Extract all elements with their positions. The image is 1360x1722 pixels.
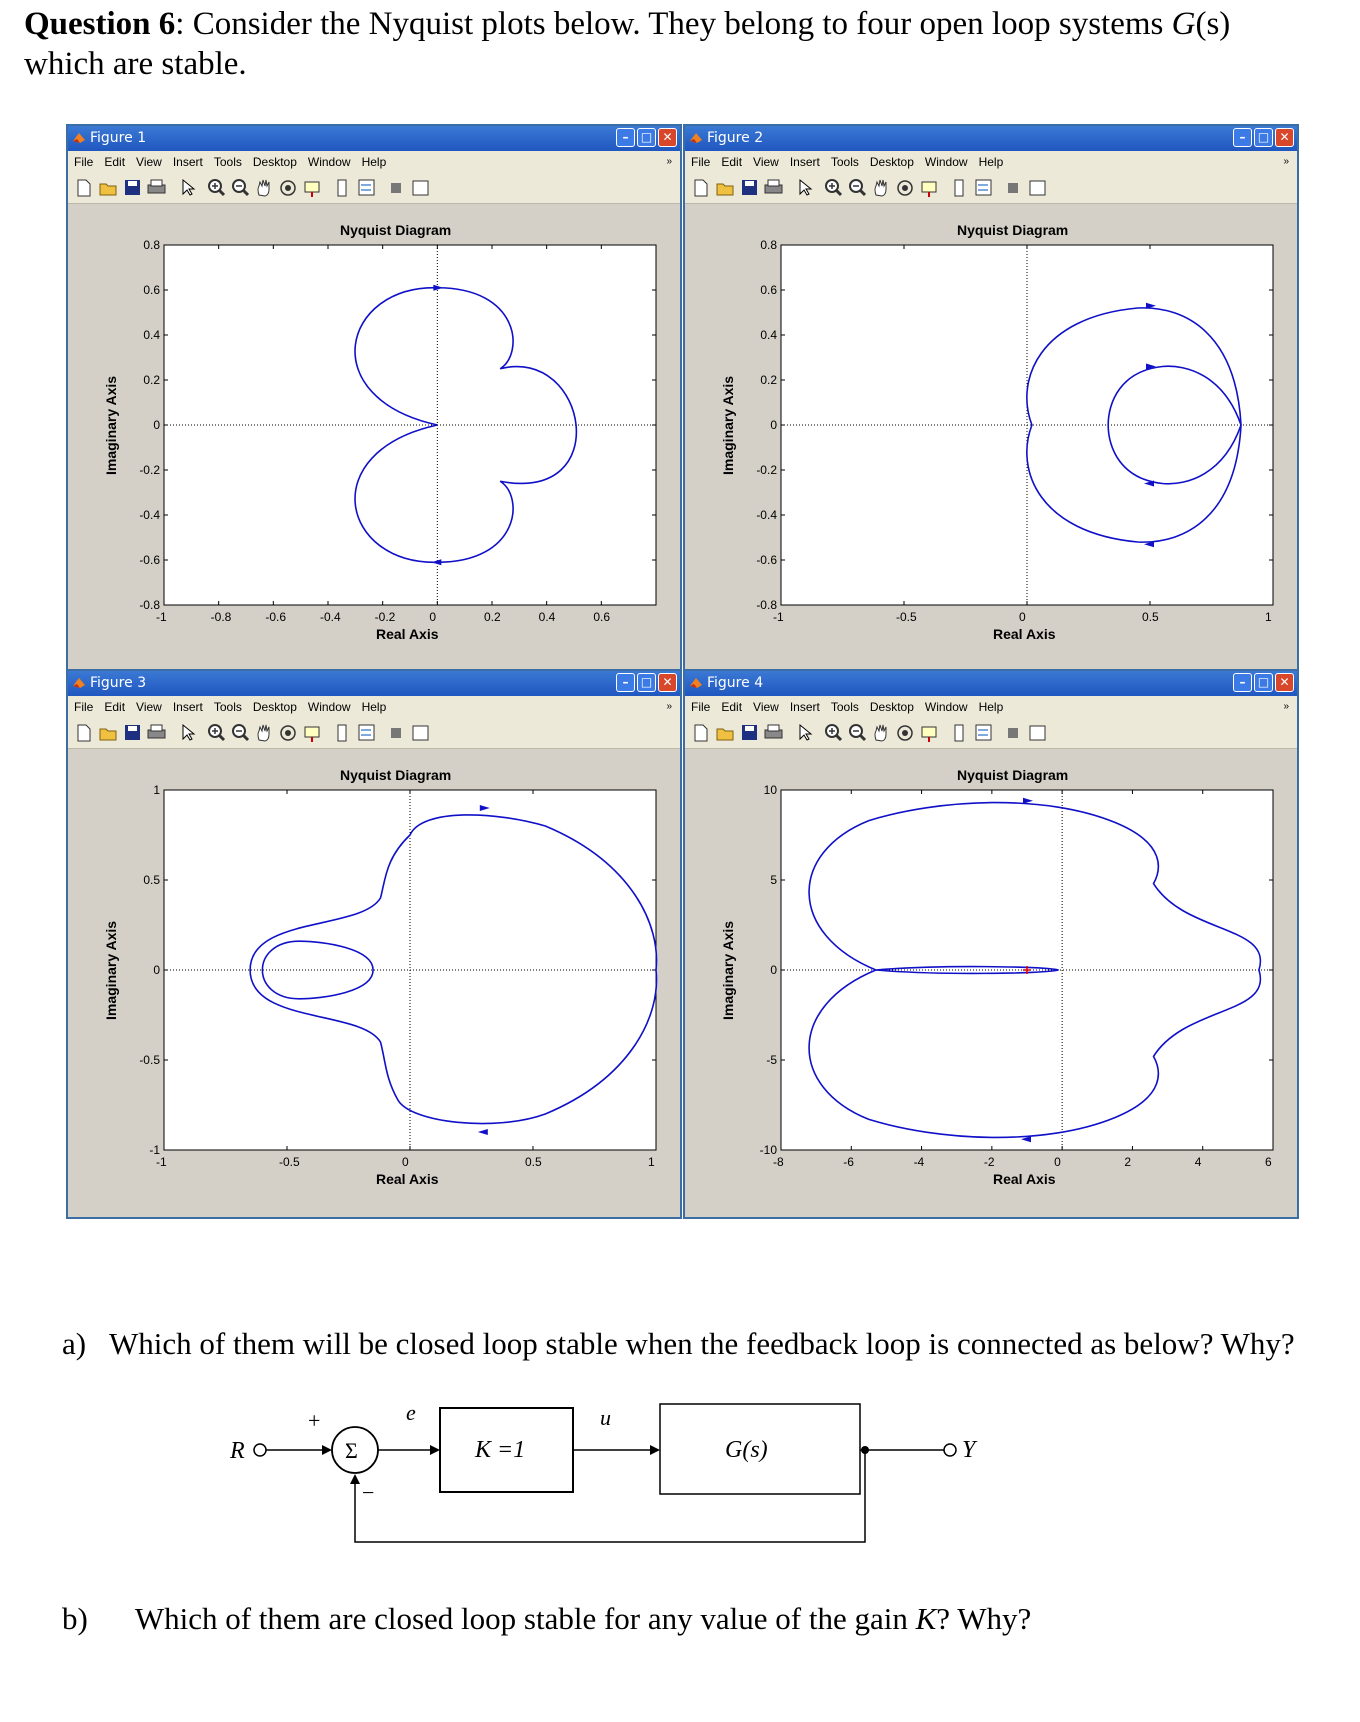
- menu-item-tools[interactable]: Tools: [213, 700, 242, 714]
- menu-item-view[interactable]: View: [753, 700, 779, 714]
- y-axis-label: Imaginary Axis: [103, 920, 119, 1020]
- sigma-symbol: Σ: [345, 1438, 358, 1463]
- maximize-button[interactable]: □: [637, 673, 656, 692]
- part-a-text: Which of them will be closed loop stable when the feedback loop is connected as below? Why?: [109, 1326, 1295, 1361]
- x-axis-label: Real Axis: [376, 626, 439, 642]
- print-icon[interactable]: [765, 725, 782, 738]
- x-tick-label: 0: [1054, 1155, 1061, 1169]
- y-tick-label: -0.4: [756, 508, 777, 522]
- y-tick-label: 0.6: [760, 283, 777, 297]
- y-tick-label: 0.4: [143, 328, 160, 342]
- open-folder-icon[interactable]: [717, 184, 733, 195]
- menu-item-edit[interactable]: Edit: [721, 700, 743, 714]
- y-tick-label: 10: [763, 783, 777, 797]
- input-r-label: R: [230, 1438, 245, 1464]
- x-tick-label: 0: [429, 610, 437, 624]
- y-tick-label: -0.6: [756, 553, 777, 567]
- menu-item-insert[interactable]: Insert: [172, 700, 203, 714]
- rotate-icon[interactable]: [898, 181, 912, 195]
- x-tick-label: 0.5: [1142, 610, 1159, 624]
- x-axis-label: Real Axis: [993, 626, 1056, 642]
- save-icon[interactable]: [742, 180, 757, 195]
- figure-toolbar: [68, 173, 680, 204]
- window-title: Figure 4: [707, 675, 764, 691]
- menu-item-insert[interactable]: Insert: [789, 155, 820, 169]
- open-folder-icon[interactable]: [717, 729, 733, 740]
- y-tick-label: -0.5: [139, 1053, 160, 1067]
- window-titlebar[interactable]: [68, 126, 680, 151]
- y-tick-label: 5: [770, 873, 777, 887]
- colorbar-icon[interactable]: [338, 180, 346, 196]
- menu-item-insert[interactable]: Insert: [172, 155, 203, 169]
- x-tick-label: -2: [983, 1155, 995, 1169]
- y-tick-label: -5: [766, 1053, 777, 1067]
- zoom-out-icon[interactable]: [233, 725, 248, 740]
- menu-item-edit[interactable]: Edit: [104, 155, 126, 169]
- figure-window-3[interactable]: [66, 669, 682, 1219]
- save-icon[interactable]: [125, 180, 140, 195]
- menu-item-window[interactable]: Window: [924, 155, 968, 169]
- close-button[interactable]: ✕: [658, 128, 677, 147]
- legend-icon[interactable]: [976, 725, 991, 740]
- show-plot-tools-icon[interactable]: [413, 726, 428, 740]
- y-axis-label: Imaginary Axis: [720, 920, 736, 1020]
- zoom-in-icon[interactable]: [826, 725, 841, 740]
- menu-overflow-icon[interactable]: »: [666, 701, 672, 712]
- matlab-icon: [689, 131, 703, 145]
- legend-icon[interactable]: [359, 725, 374, 740]
- rotate-icon[interactable]: [898, 726, 912, 740]
- x-tick-label: 0: [1019, 610, 1026, 624]
- legend-icon[interactable]: [359, 180, 374, 195]
- y-tick-label: 0.2: [760, 373, 777, 387]
- x-tick-label: 6: [1265, 1155, 1272, 1169]
- maximize-button[interactable]: □: [1254, 128, 1273, 147]
- print-icon[interactable]: [148, 180, 165, 193]
- data-cursor-icon[interactable]: [922, 727, 936, 742]
- y-tick-label: 0: [770, 963, 777, 977]
- figure-toolbar: [685, 173, 1297, 204]
- menu-item-edit[interactable]: Edit: [104, 700, 126, 714]
- y-axis-label: Imaginary Axis: [720, 375, 736, 475]
- plot-title: Nyquist Diagram: [340, 767, 452, 783]
- x-tick-label: -0.8: [210, 610, 232, 624]
- x-tick-label: -0.5: [279, 1155, 300, 1169]
- gain-label: K =1: [475, 1437, 526, 1463]
- menu-item-help[interactable]: Help: [978, 700, 1004, 714]
- nyquist-plot[interactable]: [685, 204, 1297, 672]
- x-tick-label: 0.5: [525, 1155, 542, 1169]
- window-titlebar[interactable]: [685, 671, 1297, 696]
- x-tick-label: -6: [843, 1155, 854, 1169]
- zoom-in-icon[interactable]: [826, 180, 841, 195]
- menu-item-view[interactable]: View: [136, 155, 162, 169]
- x-axis-label: Real Axis: [376, 1171, 439, 1187]
- x-tick-label: -0.5: [896, 610, 917, 624]
- window-title: Figure 3: [90, 675, 147, 691]
- data-cursor-icon[interactable]: [922, 182, 936, 197]
- plot-title: Nyquist Diagram: [957, 767, 1069, 783]
- show-plot-tools-icon[interactable]: [1030, 726, 1045, 740]
- close-button[interactable]: ✕: [1275, 673, 1294, 692]
- figure-toolbar: [68, 718, 680, 749]
- part-b-k: K: [915, 1601, 937, 1636]
- menu-item-file[interactable]: File: [691, 700, 711, 714]
- zoom-out-icon[interactable]: [850, 180, 865, 195]
- menu-item-tools[interactable]: Tools: [830, 155, 859, 169]
- question-text: : Consider the Nyquist plots below. They belong to four open loop systems: [175, 6, 1172, 42]
- x-tick-label: 1: [1265, 610, 1272, 624]
- menu-item-tools[interactable]: Tools: [213, 155, 242, 169]
- minimize-button[interactable]: –: [616, 128, 635, 147]
- menu-item-file[interactable]: File: [74, 155, 94, 169]
- new-file-icon[interactable]: [695, 725, 707, 741]
- y-tick-label: 1: [153, 783, 160, 797]
- plant-label: G(s): [725, 1437, 768, 1463]
- pointer-icon[interactable]: [183, 725, 194, 740]
- y-tick-label: -0.2: [139, 463, 160, 477]
- menu-item-desktop[interactable]: Desktop: [869, 700, 914, 714]
- hide-plot-tools-icon[interactable]: [1008, 728, 1018, 738]
- error-label: e: [406, 1400, 416, 1425]
- menu-item-desktop[interactable]: Desktop: [869, 155, 914, 169]
- maximize-button[interactable]: □: [637, 128, 656, 147]
- pan-hand-icon[interactable]: [258, 725, 269, 741]
- x-tick-label: -0.2: [374, 610, 396, 624]
- menu-bar: [685, 151, 1297, 173]
- menu-item-help[interactable]: Help: [361, 700, 387, 714]
- new-file-icon[interactable]: [695, 180, 707, 196]
- save-icon[interactable]: [125, 725, 140, 740]
- part-b: [62, 1600, 1031, 1638]
- menu-item-view[interactable]: View: [753, 155, 779, 169]
- part-b-label: b): [62, 1601, 88, 1636]
- menu-item-desktop[interactable]: Desktop: [252, 700, 297, 714]
- show-plot-tools-icon[interactable]: [413, 181, 428, 195]
- data-cursor-icon[interactable]: [305, 182, 319, 197]
- window-title: Figure 1: [90, 130, 147, 146]
- zoom-in-icon[interactable]: [209, 180, 224, 195]
- plot-title: Nyquist Diagram: [340, 222, 452, 238]
- y-tick-label: -0.2: [756, 463, 777, 477]
- pointer-icon[interactable]: [183, 180, 194, 195]
- minimize-button[interactable]: –: [1233, 673, 1252, 692]
- menu-bar: [685, 696, 1297, 718]
- print-icon[interactable]: [765, 180, 782, 193]
- pointer-icon[interactable]: [800, 725, 811, 740]
- y-tick-label: -10: [759, 1143, 777, 1157]
- g-arg: (s): [1195, 6, 1231, 42]
- menu-item-insert[interactable]: Insert: [789, 700, 820, 714]
- colorbar-icon[interactable]: [955, 725, 963, 741]
- input-terminal: [254, 1444, 266, 1456]
- new-file-icon[interactable]: [78, 180, 90, 196]
- part-b-text: Which of them are closed loop stable for any value of the gain: [134, 1601, 916, 1636]
- y-tick-label: -0.8: [756, 598, 777, 612]
- x-tick-label: 0.6: [593, 610, 611, 624]
- menu-item-window[interactable]: Window: [924, 700, 968, 714]
- colorbar-icon[interactable]: [955, 180, 963, 196]
- minimize-button[interactable]: –: [1233, 128, 1252, 147]
- menu-item-window[interactable]: Window: [307, 155, 351, 169]
- y-tick-label: -0.4: [139, 508, 160, 522]
- x-axis-label: Real Axis: [993, 1171, 1056, 1187]
- x-tick-label: -1: [156, 1155, 167, 1169]
- data-cursor-icon[interactable]: [305, 727, 319, 742]
- figure-toolbar: [685, 718, 1297, 749]
- pan-hand-icon[interactable]: [875, 180, 886, 196]
- colorbar-icon[interactable]: [338, 725, 346, 741]
- menu-bar: [68, 696, 680, 718]
- x-tick-label: -8: [773, 1155, 784, 1169]
- hide-plot-tools-icon[interactable]: [391, 183, 401, 193]
- matlab-icon: [689, 676, 703, 690]
- menu-overflow-icon[interactable]: »: [666, 156, 672, 167]
- figure-window-2[interactable]: [683, 124, 1299, 674]
- output-terminal: [944, 1444, 956, 1456]
- plot-title: Nyquist Diagram: [957, 222, 1069, 238]
- open-folder-icon[interactable]: [100, 184, 116, 195]
- x-tick-label: 4: [1194, 1155, 1202, 1169]
- menu-overflow-icon[interactable]: »: [1283, 701, 1289, 712]
- x-tick-label: -1: [156, 610, 167, 624]
- menu-item-help[interactable]: Help: [361, 155, 387, 169]
- x-tick-label: -0.4: [320, 610, 341, 624]
- matlab-icon: [72, 676, 86, 690]
- close-button[interactable]: ✕: [1275, 128, 1294, 147]
- menu-item-help[interactable]: Help: [978, 155, 1004, 169]
- y-tick-label: -0.6: [139, 553, 160, 567]
- y-tick-label: 0.5: [143, 873, 160, 887]
- menu-bar: [68, 151, 680, 173]
- x-tick-label: -1: [773, 610, 784, 624]
- figure-window-4[interactable]: [683, 669, 1299, 1219]
- x-tick-label: 1: [648, 1155, 655, 1169]
- question-number: Question 6: [24, 6, 176, 42]
- pan-hand-icon[interactable]: [258, 180, 269, 196]
- x-tick-label: 0: [402, 1155, 409, 1169]
- rotate-icon[interactable]: [281, 181, 295, 195]
- print-icon[interactable]: [148, 725, 165, 738]
- x-tick-label: 0.2: [484, 610, 501, 624]
- nyquist-plot[interactable]: [685, 749, 1297, 1217]
- menu-overflow-icon[interactable]: »: [1283, 156, 1289, 167]
- part-b-tail: ? Why?: [936, 1601, 1032, 1636]
- maximize-button[interactable]: □: [1254, 673, 1273, 692]
- pointer-icon[interactable]: [800, 180, 811, 195]
- minus-sign: −: [362, 1480, 375, 1505]
- control-label: u: [600, 1405, 611, 1430]
- menu-item-desktop[interactable]: Desktop: [252, 155, 297, 169]
- window-title: Figure 2: [707, 130, 764, 146]
- zoom-out-icon[interactable]: [233, 180, 248, 195]
- minimize-button[interactable]: –: [616, 673, 635, 692]
- save-icon[interactable]: [742, 725, 757, 740]
- plus-sign: +: [308, 1408, 321, 1433]
- y-tick-label: 0: [153, 963, 160, 977]
- zoom-in-icon[interactable]: [209, 725, 224, 740]
- y-tick-label: 0: [770, 418, 777, 432]
- zoom-out-icon[interactable]: [850, 725, 865, 740]
- x-tick-label: 2: [1124, 1155, 1132, 1169]
- output-y-label: Y: [962, 1437, 976, 1463]
- y-axis-label: Imaginary Axis: [103, 375, 119, 475]
- close-button[interactable]: ✕: [658, 673, 677, 692]
- y-tick-label: 0.6: [143, 283, 160, 297]
- y-tick-label: 0.4: [760, 328, 777, 342]
- menu-item-tools[interactable]: Tools: [830, 700, 859, 714]
- window-titlebar[interactable]: [68, 671, 680, 696]
- show-plot-tools-icon[interactable]: [1030, 181, 1045, 195]
- rotate-icon[interactable]: [281, 726, 295, 740]
- nyquist-plot[interactable]: [68, 204, 680, 672]
- x-tick-label: 0.4: [538, 610, 556, 624]
- nyquist-plot[interactable]: [68, 749, 680, 1217]
- x-tick-label: -0.6: [265, 610, 287, 624]
- menu-item-window[interactable]: Window: [307, 700, 351, 714]
- hide-plot-tools-icon[interactable]: [391, 728, 401, 738]
- question-text-end: which are stable.: [24, 46, 247, 82]
- y-tick-label: -0.8: [139, 598, 160, 612]
- feedback-block-diagram: [230, 1400, 1030, 1570]
- y-tick-label: 0.8: [143, 238, 160, 252]
- y-tick-label: -1: [149, 1143, 160, 1157]
- new-file-icon[interactable]: [78, 725, 90, 741]
- y-tick-label: 0.2: [143, 373, 160, 387]
- pan-hand-icon[interactable]: [875, 725, 886, 741]
- menu-item-file[interactable]: File: [74, 700, 94, 714]
- y-tick-label: 0.8: [760, 238, 777, 252]
- figure-window-1[interactable]: [66, 124, 682, 674]
- part-a-label: a): [62, 1326, 87, 1361]
- y-tick-label: 0: [153, 418, 160, 432]
- legend-icon[interactable]: [976, 180, 991, 195]
- open-folder-icon[interactable]: [100, 729, 116, 740]
- g-symbol: G: [1171, 6, 1196, 42]
- menu-item-view[interactable]: View: [136, 700, 162, 714]
- x-tick-label: -4: [913, 1155, 925, 1169]
- question-heading: [24, 4, 1344, 84]
- menu-item-file[interactable]: File: [691, 155, 711, 169]
- window-titlebar[interactable]: [685, 126, 1297, 151]
- matlab-icon: [72, 131, 86, 145]
- menu-item-edit[interactable]: Edit: [721, 155, 743, 169]
- hide-plot-tools-icon[interactable]: [1008, 183, 1018, 193]
